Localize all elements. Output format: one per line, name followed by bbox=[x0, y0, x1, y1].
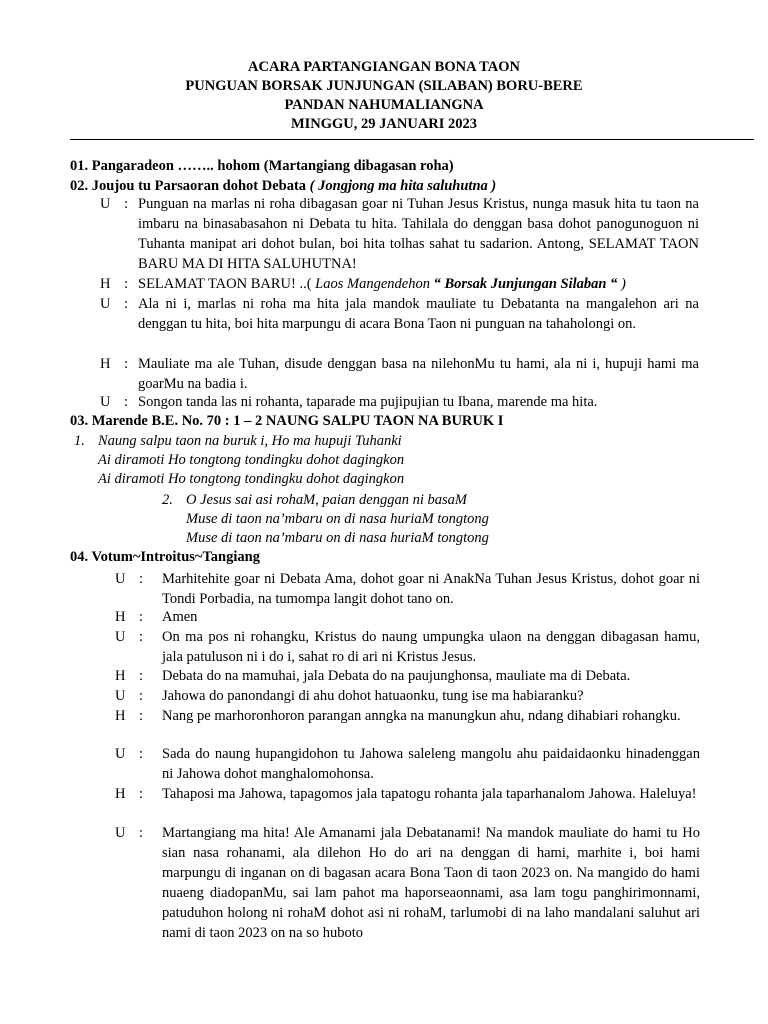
greeting-group-name: “ Borsak Junjungan Silaban “ bbox=[433, 276, 618, 292]
colon: : bbox=[124, 196, 129, 212]
speaker-label: U bbox=[115, 746, 126, 762]
section-01-heading: 01. Pangaradeon …….. hohom (Martangiang dibagasan roha) bbox=[70, 158, 454, 174]
speaker-label: U bbox=[100, 394, 111, 410]
speaker-label: U bbox=[115, 629, 126, 645]
colon: : bbox=[139, 571, 144, 587]
colon: : bbox=[139, 629, 144, 645]
colon: : bbox=[124, 276, 129, 292]
colon: : bbox=[124, 296, 129, 312]
colon: : bbox=[124, 394, 129, 410]
speaker-label: H bbox=[115, 668, 126, 684]
verse-1-line: Ai diramoti Ho tongtong tondingku dohot dagingkon bbox=[98, 471, 405, 487]
speaker-label: U bbox=[115, 825, 126, 841]
verse-2-line: Muse di taon na’mbaru on di nasa huriaM tongtong bbox=[186, 530, 489, 546]
section-03-heading: 03. Marende B.E. No. 70 : 1 – 2 NAUNG SALPU TAON NA BURUK I bbox=[70, 413, 504, 429]
section-04-heading: 04. Votum~Introitus~Tangiang bbox=[70, 549, 260, 565]
colon: : bbox=[139, 609, 144, 625]
greeting-text: SELAMAT TAON BARU! ..( bbox=[138, 276, 312, 292]
doc-title-line1: ACARA PARTANGIANGAN BONA TAON bbox=[248, 59, 520, 75]
speaker-label: U bbox=[115, 571, 126, 587]
header-divider bbox=[70, 139, 754, 140]
verse-1-number: 1. bbox=[74, 433, 85, 449]
section-02-title: 02. Joujou tu Parsaoran dohot Debata bbox=[70, 178, 310, 194]
speaker-label: U bbox=[100, 196, 111, 212]
dialog-text: Amen bbox=[162, 609, 198, 625]
dialog-text: Punguan na marlas ni roha dibagasan goar ni Tuhan Jesus Kristus, nunga masuk hita tu taon na imbaru na binasabasahon ni Debata tu hita. Tahilala do denggan basa dohot panogunoguon ni Tuhanta manipat ari dohot bulan, boi hita tolhas sahat tu sadarion. Antong, SELAMAT TAON BARU MA DI HITA SALUHUTNA! bbox=[138, 196, 699, 272]
dialog-text: Debata do na mamuhai, jala Debata do na paujunghonsa, mauliate ma di Debata. bbox=[162, 668, 631, 684]
colon: : bbox=[139, 708, 144, 724]
dialog-text: Tahaposi ma Jahowa, tapagomos jala tapatogu rohanta jala taparhanalom Jahowa. Haleluya! bbox=[162, 786, 697, 802]
dialog-text: Ala ni i, marlas ni roha ma hita jala mandok mauliate tu Debatanta na mangalehon ari na denggan tu hita, boi hita marpungu di acara Bona Taon ni punguan na tahaholongi on. bbox=[138, 296, 699, 332]
colon: : bbox=[139, 746, 144, 762]
colon: : bbox=[139, 668, 144, 684]
speaker-label: H bbox=[115, 786, 126, 802]
speaker-label: H bbox=[115, 609, 126, 625]
speaker-label: U bbox=[115, 688, 126, 704]
dialog-text: Sada do naung hupangidohon tu Jahowa saleleng mangolu ahu paidaidaonku hinadenggan ni Jahowa dohot manghalomohonsa. bbox=[162, 746, 700, 782]
speaker-label: U bbox=[100, 296, 111, 312]
greeting-close-paren: ) bbox=[617, 276, 626, 292]
dialog-text: Songon tanda las ni rohanta, taparade ma pujipujian tu Ibana, marende ma hita. bbox=[138, 394, 598, 410]
dialog-text: Jahowa do panondangi di ahu dohot hatuaonku, tung ise ma habiaranku? bbox=[162, 688, 584, 704]
dialog-text: Mauliate ma ale Tuhan, disude denggan basa na nilehonMu tu hami, ala ni i, hupuji hami ma goarMu na badia i. bbox=[138, 356, 699, 392]
colon: : bbox=[124, 356, 129, 372]
greeting-instruction: Laos Mangendehon bbox=[311, 276, 434, 292]
colon: : bbox=[139, 786, 144, 802]
dialog-text: Marhitehite goar ni Debata Ama, dohot goar ni AnakNa Tuhan Jesus Kristus, dohot goar ni Tondi Porbadia, na tumompa langit dohot tano on. bbox=[162, 571, 700, 607]
dialog-text bbox=[138, 274, 699, 294]
colon: : bbox=[139, 825, 144, 841]
verse-1-line: Naung salpu taon na buruk i, Ho ma hupuji Tuhanki bbox=[98, 433, 402, 449]
dialog-text: Martangiang ma hita! Ale Amanami jala Debatanami! Na mandok mauliate do hami tu Ho sian nasa rohanami, ala dilehon Ho do ari na denggan di hami, marhite i, boi hami marpungu di inganan on di bagasan acara Bona Taon di taon 2023 on. Na mangido do hami nuaeng diadopanMu, sai lam pahot ma haporseaonnami, asa lam togu panghirimonnami, patuduhon holong ni rohaM dohot asi ni rohaM, tarlumobi di na laho mandalani saluhut ari nami di taon 2023 on na so huboto bbox=[162, 825, 700, 941]
doc-title-line3: PANDAN NAHUMALIANGNA bbox=[284, 97, 484, 113]
verse-2-line: Muse di taon na’mbaru on di nasa huriaM tongtong bbox=[186, 511, 489, 527]
dialog-text: Nang pe marhoronhoron parangan anngka na manungkun ahu, ndang dihabiari rohangku. bbox=[162, 708, 681, 724]
speaker-label: H bbox=[100, 356, 111, 372]
colon: : bbox=[139, 688, 144, 704]
verse-2-number: 2. bbox=[162, 492, 173, 508]
verse-2-line: O Jesus sai asi rohaM, paian denggan ni basaM bbox=[186, 492, 467, 508]
speaker-label: H bbox=[100, 276, 111, 292]
speaker-label: H bbox=[115, 708, 126, 724]
doc-title-line2: PUNGUAN BORSAK JUNJUNGAN (SILABAN) BORU-BERE bbox=[185, 78, 583, 94]
dialog-text: On ma pos ni rohangku, Kristus do naung umpungka ulaon na denggan dibagasan hamu, jala patuluson ni i do i, sahat ro di ari ni Kristus Jesus. bbox=[162, 629, 700, 665]
verse-1-line: Ai diramoti Ho tongtong tondingku dohot dagingkon bbox=[98, 452, 405, 468]
section-02-instruction: ( Jongjong ma hita saluhutna ) bbox=[309, 178, 497, 194]
doc-title-date: MINGGU, 29 JANUARI 2023 bbox=[290, 116, 478, 132]
